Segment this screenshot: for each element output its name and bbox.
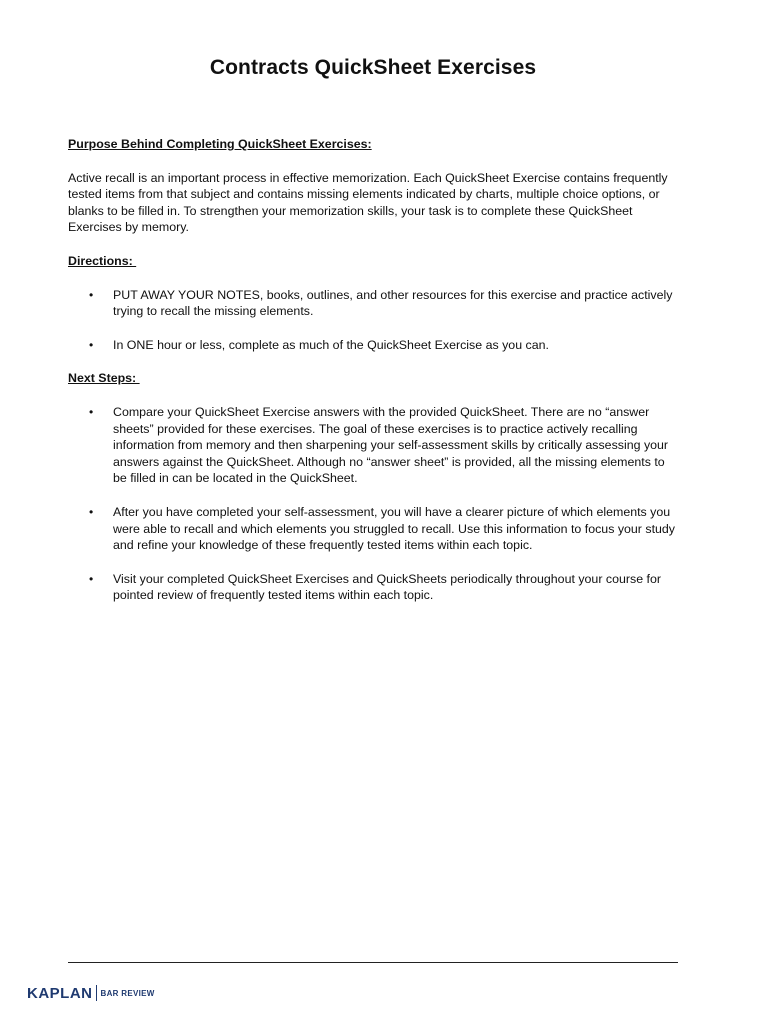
list-item: [68, 337, 678, 354]
purpose-heading: Purpose Behind Completing QuickSheet Exercises:: [68, 137, 372, 151]
next-steps-list: [68, 404, 678, 604]
bullet-icon: •: [89, 287, 94, 302]
footer-divider: [68, 962, 678, 963]
list-item-text: Compare your QuickSheet Exercise answers with the provided QuickSheet. There are no “answer sheets” provided for these exercises. The goal of these exercises is to practice actively recalling information from memory and then sharpening your self-assessment skills by critically assessing your answers against the QuickSheet. Although no “answer sheet” is provided, all the missing elements to be filled in can be located in the QuickSheet.: [113, 404, 669, 486]
list-item: [68, 571, 678, 604]
document-title: Contracts QuickSheet Exercises: [209, 56, 537, 79]
bullet-icon: •: [89, 571, 94, 586]
bullet-icon: •: [89, 504, 94, 519]
bullet-icon: •: [89, 337, 94, 352]
directions-heading: Directions:: [68, 253, 137, 268]
list-item-text: After you have completed your self-assessment, you will have a clearer picture of which elements you were able to recall and which elements you struggled to recall. Use this information to focus your study and refine your knowledge of these frequently tested items within each topic.: [113, 504, 675, 553]
list-item: [68, 287, 678, 320]
directions-list: [68, 287, 678, 354]
next-steps-heading: Next Steps:: [68, 371, 140, 386]
purpose-paragraph: Active recall is an important process in effective memorization. Each QuickSheet Exercise contains frequently tested items from that subject and contains missing elements indicated by charts, multiple choice options, or blanks to be filled in. To strengthen your memorization skills, your task is to complete these QuickSheet Exercises by memory.: [68, 170, 668, 235]
bullet-icon: •: [89, 404, 94, 419]
list-item: [68, 404, 678, 487]
kaplan-logo: [27, 982, 155, 1004]
document-body: [68, 136, 678, 621]
list-item-text: Visit your completed QuickSheet Exercises and QuickSheets periodically throughout your course for pointed review of frequently tested items within each topic.: [113, 571, 661, 603]
logo-wordmark: KAPLAN: [27, 984, 93, 1002]
logo-divider: [96, 985, 97, 1001]
list-item-text: PUT AWAY YOUR NOTES, books, outlines, and other resources for this exercise and practice actively trying to recall the missing elements.: [113, 287, 673, 319]
list-item: [68, 504, 678, 554]
logo-subtext: BAR REVIEW: [100, 988, 155, 998]
list-item-text: In ONE hour or less, complete as much of the QuickSheet Exercise as you can.: [113, 337, 549, 352]
